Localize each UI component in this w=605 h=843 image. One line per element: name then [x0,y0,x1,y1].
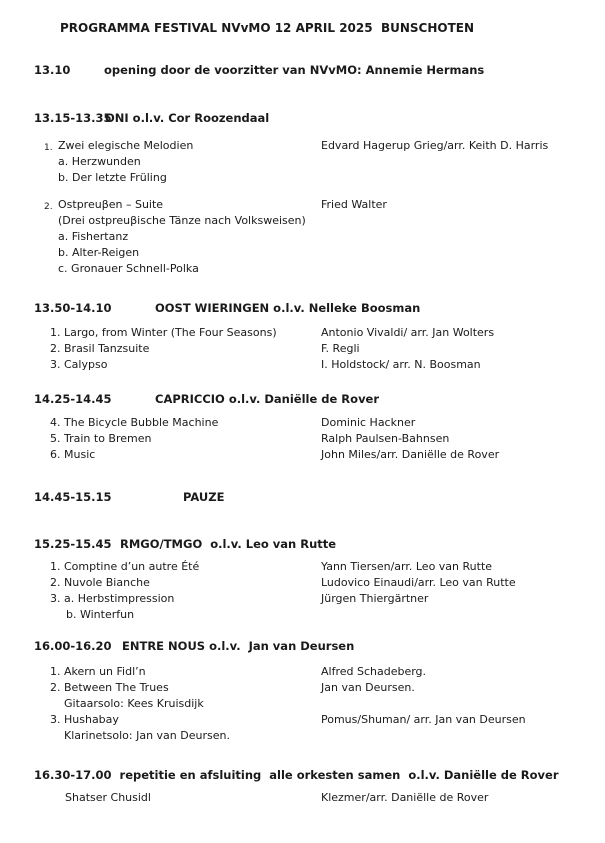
piece-subline: a. Fishertanz [58,230,129,243]
section-header-oni [0,111,605,127]
program-subrow [0,608,605,624]
section-header-oost-wieringen [0,301,605,317]
program-row [0,592,605,608]
piece-title: Hushabay [64,713,119,726]
piece-title: a. Herbstimpression [64,592,175,605]
composer: Klezmer/arr. Daniëlle de Rover [321,791,489,804]
composer: Ludovico Einaudi/arr. Leo van Rutte [321,576,516,589]
piece-subline: a. Herzwunden [58,155,141,168]
composer: Pomus/Shuman/ arr. Jan van Deursen [321,713,526,726]
section-header-pauze [0,490,605,506]
piece-title: Train to Bremen [64,432,152,445]
composer: Fried Walter [321,198,387,211]
program-row [0,576,605,592]
piece-title: Between The Trues [64,681,169,694]
program-row [0,713,605,729]
section-title: PAUZE [183,490,225,504]
program-row [0,326,605,342]
section-time: 13.50-14.10 [34,301,112,315]
piece-number: 3. [50,592,61,605]
piece-subline: (Drei ostpreuβische Tänze nach Volksweisen) [58,214,306,227]
section-title: OOST WIERINGEN o.l.v. Nelleke Boosman [155,301,421,315]
program-subrow [0,171,605,187]
composer: Antonio Vivaldi/ arr. Jan Wolters [321,326,495,339]
composer: Yann Tiersen/arr. Leo van Rutte [321,560,493,573]
composer: Jan van Deursen. [321,681,415,694]
composer: John Miles/arr. Daniëlle de Rover [321,448,500,461]
piece-number: 1. [50,665,61,678]
section-header-capriccio [0,392,605,408]
section-header-entre-nous [0,639,605,655]
opening-text: opening door de voorzitter van NVvMO: Annemie Hermans [104,63,485,77]
piece-number: 5. [50,432,61,445]
piece-title: Music [64,448,96,461]
composer: Alfred Schadeberg. [321,665,427,678]
section-time: 14.25-14.45 [34,392,112,406]
program-row [0,681,605,697]
program-subrow [0,246,605,262]
piece-number: 2. [50,681,61,694]
section-title: RMGO/TMGO o.l.v. Leo van Rutte [120,537,337,551]
composer: F. Regli [321,342,360,355]
program-subrow [0,262,605,278]
section-title: ENTRE NOUS o.l.v. Jan van Deursen [122,639,355,653]
finale-header [0,768,605,784]
composer: Edvard Hagerup Grieg/arr. Keith D. Harris [321,139,549,152]
program-row [0,358,605,374]
piece-title: Nuvole Bianche [64,576,150,589]
piece-subline: b. Alter-Reigen [58,246,140,259]
piece-number: 3. [50,713,61,726]
program-row [0,665,605,681]
piece-number: 4. [50,416,61,429]
finale-heading: 16.30-17.00 repetitie en afsluiting alle orkesten samen o.l.v. Daniëlle de Rover [34,768,559,782]
piece-number: 2. [50,342,61,355]
piece-number: 6. [50,448,61,461]
composer: Ralph Paulsen-Bahnsen [321,432,450,445]
section-title: CAPRICCIO o.l.v. Daniëlle de Rover [155,392,380,406]
program-row [0,560,605,576]
composer: Jürgen Thiergärtner [321,592,429,605]
program-subrow [0,155,605,171]
section-time: 15.25-15.45 [34,537,112,551]
program-row [0,139,605,155]
composer: Dominic Hackner [321,416,416,429]
composer: I. Holdstock/ arr. N. Boosman [321,358,481,371]
title-line [0,21,605,37]
opening-line [0,63,605,79]
section-time: 16.00-16.20 [34,639,112,653]
program-row [0,198,605,214]
piece-subline: b. Der letzte Früling [58,171,167,184]
piece-title: Zwei elegische Melodien [58,139,194,152]
piece-number: 1. [50,560,61,573]
piece-title: Ostpreuβen – Suite [58,198,164,211]
program-subrow [0,729,605,745]
program-row [0,416,605,432]
program-subrow [0,230,605,246]
piece-number: 2. [44,202,53,212]
program-subrow [0,697,605,713]
program-row [0,448,605,464]
piece-subline: b. Winterfun [66,608,135,621]
piece-title: Largo, from Winter (The Four Seasons) [64,326,277,339]
piece-number: 2. [50,576,61,589]
program-row [0,342,605,358]
program-subrow [0,214,605,230]
piece-title: Brasil Tanzsuite [64,342,150,355]
piece-title: Akern un Fidl’n [64,665,146,678]
program-row [0,432,605,448]
piece-title: Shatser Chusidl [65,791,151,804]
piece-title: Calypso [64,358,108,371]
piece-subline: Klarinetsolo: Jan van Deursen. [64,729,230,742]
piece-title: The Bicycle Bubble Machine [64,416,219,429]
section-header-rmgo-tmgo [0,537,605,553]
piece-subline: Gitaarsolo: Kees Kruisdijk [64,697,204,710]
section-time: 14.45-15.15 [34,490,112,504]
piece-number: 3. [50,358,61,371]
section-title: ONI o.l.v. Cor Roozendaal [105,111,270,125]
opening-time: 13.10 [34,63,71,77]
finale-row [0,791,605,807]
piece-subline: c. Gronauer Schnell-Polka [58,262,199,275]
page-title: PROGRAMMA FESTIVAL NVvMO 12 APRIL 2025 BUNSCHOTEN [60,21,474,35]
section-time: 13.15-13.35 [34,111,112,125]
piece-number: 1. [44,143,53,153]
piece-title: Comptine d’un autre Été [64,560,200,573]
piece-number: 1. [50,326,61,339]
